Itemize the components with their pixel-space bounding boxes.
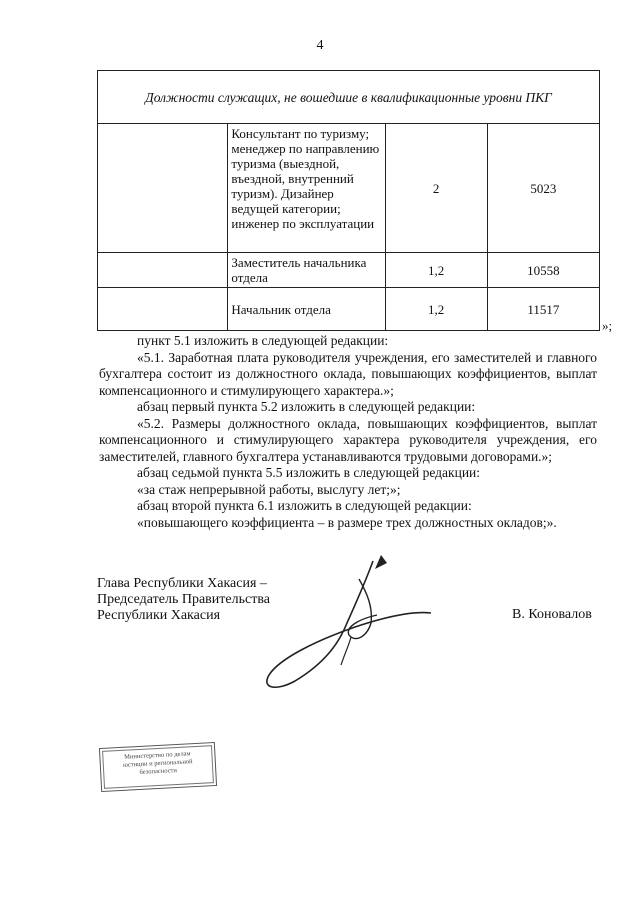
paragraph: «5.2. Размеры должностного оклада, повышающих коэффициентов, выплат компенсационного и стимулирующего характера руководителя учреждения, его заместителей, главного бухгалтера устанавливаются трудовыми договорами.»; [99,415,597,464]
table-cell-coefficient: 1,2 [385,288,487,331]
stamp-line: Министерство по делам [124,750,191,761]
paragraph: пункт 5.1 изложить в следующей редакции: [137,333,389,348]
stamp-line: безопасности [139,767,178,776]
table-row [98,288,600,331]
signatory-title-line: Глава Республики Хакасия – [97,576,267,591]
handwritten-signature [255,553,435,693]
amendment-text [99,333,597,531]
paragraph: «за стаж непрерывной работы, выслугу лет;»; [137,481,401,497]
table-cell-empty [98,124,228,253]
signatory-title [97,576,270,624]
table-header-cell: Должности служащих, не вошедшие в квалификационные уровни ПКГ [98,71,600,124]
table-cell-position: Начальник отдела [228,288,385,331]
table-row [98,253,600,288]
signatory-title-line: Республики Хакасия [97,608,221,623]
paragraph: абзац второй пункта 6.1 изложить в следующей редакции: [137,498,472,513]
table-cell-position: Заместитель начальника отдела [228,253,385,288]
table-cell-coefficient: 1,2 [385,253,487,288]
table-cell-salary: 5023 [487,124,599,253]
paragraph: «повышающего коэффициента – в размере трех должностных окладов;». [137,514,557,530]
table-header-row [98,71,600,124]
table-cell-coefficient: 2 [385,124,487,253]
registration-stamp [99,742,217,792]
paragraph: абзац первый пункта 5.2 изложить в следующей редакции: [137,399,476,414]
paragraph: абзац седьмой пункта 5.5 изложить в следующей редакции: [137,465,481,480]
paragraph: «5.1. Заработная плата руководителя учреждения, его заместителей и главного бухгалтера состоит из должностного оклада, повышающих коэффициентов, выплат компенсационного и стимулирующего характера.»; [99,349,597,398]
page-number: 4 [316,38,324,53]
signatory-title-line: Председатель Правительства [97,592,270,607]
table-cell-salary: 11517 [487,288,599,331]
table-closing-quote: »; [602,318,613,333]
table-cell-salary: 10558 [487,253,599,288]
stamp-line: юстиции и региональной [122,758,193,769]
positions-table [97,70,600,331]
table-row [98,124,600,253]
signatory-name: В. Коновалов [512,607,592,622]
table-cell-empty [98,288,228,331]
table-cell-empty [98,253,228,288]
registration-stamp-text [102,745,214,789]
table-cell-position: Консультант по туризму; менеджер по направлению туризма (выездной, въездной, внутренний туризм). Дизайнер ведущей категории; инженер по эксплуатации [228,124,385,253]
